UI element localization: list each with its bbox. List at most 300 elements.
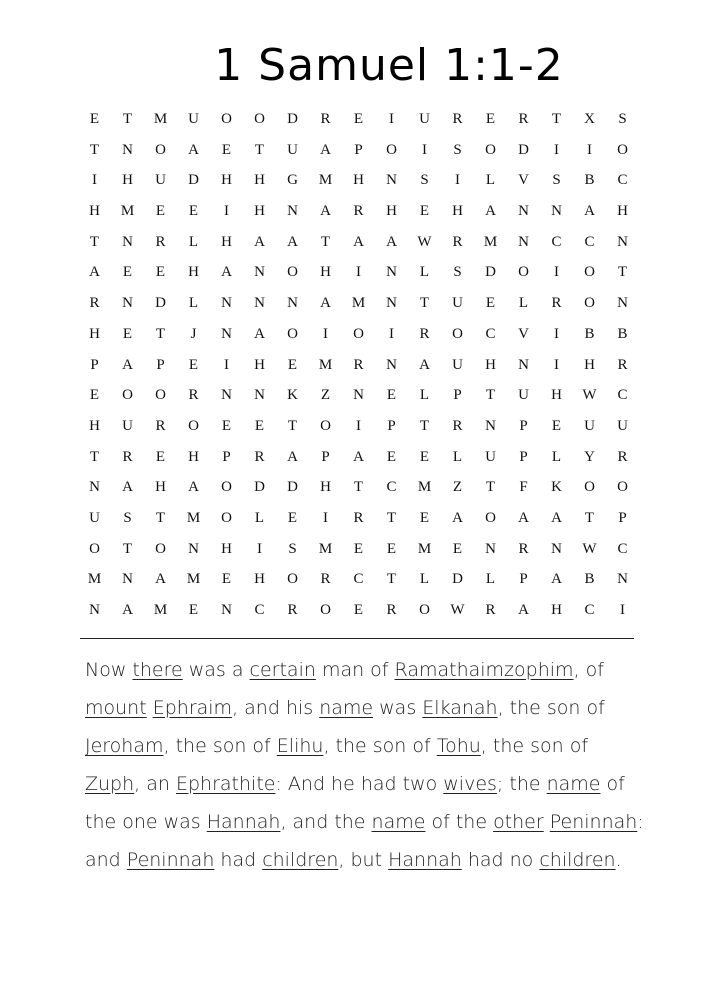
underlined-word: Peninnah (549, 811, 638, 833)
grid-letter: W (582, 387, 597, 404)
underlined-word: name (319, 697, 374, 719)
grid-letter: R (386, 602, 397, 618)
grid-letter: H (89, 417, 100, 434)
grid-letter: N (221, 325, 232, 342)
underlined-word: children (539, 849, 616, 871)
word-search-grid (78, 104, 639, 626)
grid-letter: R (320, 111, 331, 127)
grid-letter: B (584, 571, 595, 588)
grid-letter: N (221, 387, 232, 404)
grid-letter: A (353, 233, 364, 250)
grid-letter: A (518, 509, 529, 526)
grid-letter: R (353, 203, 364, 220)
grid-letter: U (188, 111, 199, 127)
grid-letter: N (551, 203, 562, 220)
grid-letter: P (321, 448, 330, 465)
grid-letter: T (386, 571, 397, 588)
passage-text: had no (461, 849, 540, 871)
grid-letter: E (155, 264, 166, 281)
grid-letter: C (386, 479, 397, 496)
underlined-word: other (493, 811, 544, 833)
grid-letter: N (386, 295, 397, 312)
grid-letter: H (320, 479, 331, 496)
grid-letter: T (122, 111, 133, 127)
grid-letter: H (551, 602, 562, 618)
passage-text: of the one was (85, 773, 625, 833)
grid-letter: U (89, 509, 100, 526)
passage-text: had (214, 849, 263, 871)
grid-letter: E (155, 448, 166, 465)
grid-letter: Z (320, 387, 331, 404)
grid-letter: R (89, 295, 100, 312)
grid-letter: O (617, 141, 628, 158)
grid-letter: T (89, 233, 100, 250)
underlined-word: certain (249, 659, 316, 681)
grid-letter: L (518, 295, 529, 312)
passage-text: Now (85, 659, 133, 681)
grid-letter: N (89, 479, 100, 496)
passage-text: was (373, 697, 423, 719)
grid-letter: U (485, 448, 496, 465)
grid-letter: N (122, 571, 133, 588)
grid-letter: O (584, 295, 595, 312)
grid-letter: W (450, 602, 465, 618)
passage-text: , but (338, 849, 389, 871)
grid-letter: A (584, 203, 595, 220)
grid-letter: O (485, 509, 496, 526)
passage-text: ; the (496, 773, 547, 795)
grid-letter: H (386, 203, 397, 220)
grid-letter: R (518, 111, 529, 127)
underlined-word: Peninnah (126, 849, 215, 871)
grid-letter: I (224, 203, 229, 220)
grid-letter: V (518, 325, 529, 342)
grid-letter: C (485, 325, 496, 342)
grid-letter: N (551, 540, 562, 557)
grid-letter: O (617, 479, 628, 496)
grid-letter: A (122, 602, 133, 618)
grid-letter: A (551, 571, 562, 588)
grid-letter: H (122, 172, 133, 189)
grid-letter: E (122, 325, 133, 342)
grid-letter: L (419, 571, 430, 588)
grid-letter: E (353, 540, 364, 557)
grid-letter: I (356, 264, 361, 281)
grid-letter: R (155, 417, 166, 434)
grid-letter: A (518, 602, 529, 618)
grid-letter: D (188, 172, 199, 189)
grid-letter: A (386, 233, 397, 250)
passage-text: , an (134, 773, 176, 795)
grid-letter: T (122, 540, 133, 557)
grid-letter: S (552, 172, 561, 189)
grid-letter: N (485, 540, 496, 557)
grid-letter: N (386, 172, 397, 189)
grid-letter: O (122, 387, 133, 404)
grid-letter: O (221, 509, 232, 526)
grid-letter: D (254, 479, 265, 496)
underlined-word: there (132, 659, 183, 681)
grid-letter: O (584, 479, 595, 496)
grid-letter: A (122, 356, 133, 373)
grid-letter: N (287, 203, 298, 220)
grid-letter: O (419, 602, 430, 618)
grid-letter: A (320, 203, 331, 220)
grid-letter: A (254, 325, 265, 342)
grid-letter: N (617, 295, 628, 312)
grid-letter: R (122, 448, 133, 465)
grid-letter: N (254, 295, 265, 312)
grid-letter: T (551, 111, 562, 127)
grid-letter: W (582, 540, 597, 557)
underlined-word: Hannah (206, 811, 281, 833)
grid-letter: H (254, 571, 265, 588)
grid-letter: H (485, 356, 496, 373)
grid-letter: E (188, 203, 199, 220)
underlined-word: Ephrathite (175, 773, 276, 795)
grid-letter: R (188, 387, 199, 404)
grid-letter: C (584, 233, 595, 250)
grid-letter: L (188, 233, 199, 250)
grid-letter: O (89, 540, 100, 557)
grid-letter: L (452, 448, 463, 465)
passage-text: , and the (280, 811, 372, 833)
grid-letter: H (221, 233, 232, 250)
underlined-word: children (262, 849, 339, 871)
underlined-word: name (371, 811, 426, 833)
grid-letter: I (389, 111, 394, 127)
grid-letter: E (485, 295, 496, 312)
grid-letter: I (554, 141, 559, 158)
grid-letter: N (254, 387, 265, 404)
grid-letter: I (257, 540, 262, 557)
grid-letter: U (584, 417, 595, 434)
grid-letter: H (617, 203, 628, 220)
underlined-word: mount (85, 697, 147, 719)
grid-letter: P (519, 417, 528, 434)
passage-text: , the son of (163, 735, 277, 757)
grid-letter: R (155, 233, 166, 250)
grid-letter: P (453, 387, 462, 404)
grid-letter: A (254, 233, 265, 250)
grid-letter: N (617, 571, 628, 588)
grid-letter: E (419, 509, 430, 526)
grid-letter: H (89, 325, 100, 342)
grid-letter: O (155, 141, 166, 158)
grid-letter: T (89, 141, 100, 158)
grid-letter: O (518, 264, 529, 281)
grid-letter: U (287, 141, 298, 158)
grid-letter: E (452, 540, 463, 557)
grid-letter: U (419, 111, 430, 127)
grid-letter: A (353, 448, 364, 465)
grid-letter: H (188, 448, 199, 465)
grid-letter: I (422, 141, 427, 158)
grid-letter: W (417, 233, 432, 250)
grid-letter: I (224, 356, 229, 373)
underlined-word: Hannah (388, 849, 462, 871)
grid-letter: T (89, 448, 100, 465)
grid-letter: B (584, 325, 595, 342)
underlined-word: Elkanah (422, 697, 498, 719)
grid-letter: M (153, 111, 168, 127)
grid-letter: E (221, 141, 232, 158)
grid-letter: H (221, 172, 232, 189)
passage-text: , the son of (323, 735, 437, 757)
underlined-word: name (546, 773, 601, 795)
grid-letter: L (485, 571, 496, 588)
grid-letter: J (190, 325, 197, 342)
grid-letter: P (156, 356, 165, 373)
grid-letter: H (89, 203, 100, 220)
grid-letter: D (287, 111, 298, 127)
passage-text: : and (85, 811, 644, 871)
grid-letter: N (287, 295, 298, 312)
grid-letter: N (353, 387, 364, 404)
grid-letter: E (155, 203, 166, 220)
grid-letter: N (89, 602, 100, 618)
underlined-word: Tohu (436, 735, 481, 757)
grid-letter: H (221, 540, 232, 557)
grid-letter: B (617, 325, 628, 342)
grid-letter: I (554, 325, 559, 342)
grid-letter: H (584, 356, 595, 373)
grid-letter: R (254, 448, 265, 465)
grid-letter: N (221, 295, 232, 312)
grid-letter: A (320, 141, 331, 158)
grid-letter: A (155, 571, 166, 588)
grid-letter: C (254, 602, 265, 618)
grid-letter: U (452, 356, 463, 373)
passage-text: of the (425, 811, 494, 833)
grid-letter: M (87, 571, 102, 588)
grid-letter: N (188, 540, 199, 557)
grid-letter: R (551, 295, 562, 312)
grid-letter: N (386, 264, 397, 281)
grid-letter: I (554, 264, 559, 281)
grid-letter: R (518, 540, 529, 557)
grid-letter: E (386, 387, 397, 404)
grid-letter: H (551, 387, 562, 404)
grid-letter: E (386, 540, 397, 557)
grid-letter: I (92, 172, 97, 189)
grid-letter: U (155, 172, 166, 189)
grid-letter: A (221, 264, 232, 281)
grid-letter: R (353, 509, 364, 526)
grid-letter: D (155, 295, 166, 312)
passage-text: was a (182, 659, 250, 681)
grid-letter: R (452, 417, 463, 434)
grid-letter: X (584, 111, 595, 127)
grid-letter: E (254, 417, 265, 434)
grid-letter: M (318, 356, 333, 373)
grid-letter: O (320, 417, 331, 434)
passage-text: . (615, 849, 622, 871)
grid-letter: F (519, 479, 528, 496)
grid-letter: T (254, 141, 265, 158)
grid-letter: M (417, 540, 432, 557)
grid-letter: I (455, 172, 460, 189)
grid-letter: L (254, 509, 265, 526)
grid-letter: O (287, 571, 298, 588)
grid-letter: T (584, 509, 595, 526)
grid-letter: P (387, 417, 396, 434)
grid-letter: M (417, 479, 432, 496)
grid-letter: P (519, 571, 528, 588)
grid-letter: C (353, 571, 364, 588)
grid-letter: T (485, 387, 496, 404)
grid-letter: T (419, 295, 430, 312)
grid-letter: H (188, 264, 199, 281)
grid-letter: P (222, 448, 231, 465)
grid-letter: N (254, 264, 265, 281)
grid-letter: M (153, 602, 168, 618)
grid-letter: D (518, 141, 529, 158)
grid-letter: M (483, 233, 498, 250)
grid-letter: E (287, 356, 298, 373)
grid-letter: E (188, 602, 199, 618)
grid-letter: R (452, 233, 463, 250)
grid-letter: U (122, 417, 133, 434)
grid-letter: T (287, 417, 298, 434)
grid-letter: M (186, 509, 201, 526)
passage-text: , and his (232, 697, 320, 719)
grid-letter: O (287, 325, 298, 342)
grid-letter: I (323, 509, 328, 526)
grid-letter: N (518, 356, 529, 373)
grid-letter: N (122, 233, 133, 250)
grid-letter: E (221, 571, 232, 588)
grid-letter: E (89, 111, 100, 127)
passage-text: , of (573, 659, 604, 681)
grid-letter: A (551, 509, 562, 526)
grid-letter: D (287, 479, 298, 496)
grid-letter: E (287, 509, 298, 526)
grid-letter: U (452, 295, 463, 312)
grid-letter: U (518, 387, 529, 404)
grid-letter: N (122, 295, 133, 312)
divider (80, 638, 634, 639)
page-title: 1 Samuel 1:1-2 (214, 40, 564, 91)
grid-letter: T (485, 479, 496, 496)
grid-letter: C (617, 540, 628, 557)
grid-letter: H (353, 172, 364, 189)
grid-letter: H (254, 203, 265, 220)
grid-letter: O (485, 141, 496, 158)
grid-letter: E (188, 356, 199, 373)
grid-letter: A (188, 479, 199, 496)
grid-letter: A (287, 233, 298, 250)
grid-letter: C (584, 602, 595, 618)
grid-letter: D (452, 571, 463, 588)
grid-letter: C (617, 172, 628, 189)
grid-letter: M (318, 540, 333, 557)
grid-letter: N (617, 233, 628, 250)
grid-letter: N (386, 356, 397, 373)
grid-letter: N (221, 602, 232, 618)
grid-letter: A (452, 509, 463, 526)
grid-letter: O (155, 540, 166, 557)
grid-letter: E (221, 417, 232, 434)
grid-letter: S (123, 509, 132, 526)
grid-letter: U (617, 417, 628, 434)
grid-letter: I (323, 325, 328, 342)
grid-letter: O (254, 111, 265, 127)
grid-letter: D (485, 264, 496, 281)
grid-letter: M (318, 172, 333, 189)
grid-letter: A (485, 203, 496, 220)
grid-letter: P (618, 509, 627, 526)
grid-letter: I (389, 325, 394, 342)
grid-letter: E (551, 417, 562, 434)
grid-letter: O (221, 479, 232, 496)
grid-letter: O (584, 264, 595, 281)
grid-letter: M (351, 295, 366, 312)
grid-letter: T (320, 233, 331, 250)
grid-letter: S (288, 540, 297, 557)
underlined-word: Ephraim (152, 697, 233, 719)
grid-letter: N (122, 141, 133, 158)
grid-letter: N (518, 233, 529, 250)
grid-letter: S (420, 172, 429, 189)
grid-letter: R (485, 602, 496, 618)
grid-letter: O (320, 602, 331, 618)
grid-letter: S (618, 111, 627, 127)
grid-letter: E (419, 203, 430, 220)
grid-letter: S (453, 141, 462, 158)
grid-letter: E (353, 602, 364, 618)
grid-letter: H (452, 203, 463, 220)
grid-letter: R (452, 111, 463, 127)
grid-letter: T (617, 264, 628, 281)
grid-letter: L (188, 295, 199, 312)
grid-letter: C (617, 387, 628, 404)
grid-letter: H (320, 264, 331, 281)
grid-letter: A (320, 295, 331, 312)
grid-letter: O (386, 141, 397, 158)
grid-letter: H (254, 356, 265, 373)
grid-letter: A (188, 141, 199, 158)
grid-letter: O (452, 325, 463, 342)
grid-letter: Z (452, 479, 463, 496)
grid-letter: L (419, 264, 430, 281)
underlined-word: Elihu (276, 735, 324, 757)
grid-letter: H (254, 172, 265, 189)
grid-letter: O (287, 264, 298, 281)
grid-letter: P (90, 356, 99, 373)
grid-letter: E (485, 111, 496, 127)
underlined-word: Zuph (85, 773, 135, 795)
grid-letter: R (617, 356, 628, 373)
scripture-passage (85, 651, 645, 879)
grid-letter: E (89, 387, 100, 404)
grid-letter: C (551, 233, 562, 250)
grid-letter: E (122, 264, 133, 281)
grid-letter: A (419, 356, 430, 373)
grid-letter: A (122, 479, 133, 496)
grid-letter: H (155, 479, 166, 496)
grid-letter: T (155, 325, 166, 342)
passage-text: : And he had two (275, 773, 444, 795)
grid-letter: L (419, 387, 430, 404)
grid-letter: A (89, 264, 100, 281)
grid-letter: T (353, 479, 364, 496)
passage-text: , the son of (497, 697, 605, 719)
grid-letter: T (155, 509, 166, 526)
underlined-word: Jeroham (85, 735, 164, 757)
grid-letter: R (320, 571, 331, 588)
grid-letter: E (353, 111, 364, 127)
